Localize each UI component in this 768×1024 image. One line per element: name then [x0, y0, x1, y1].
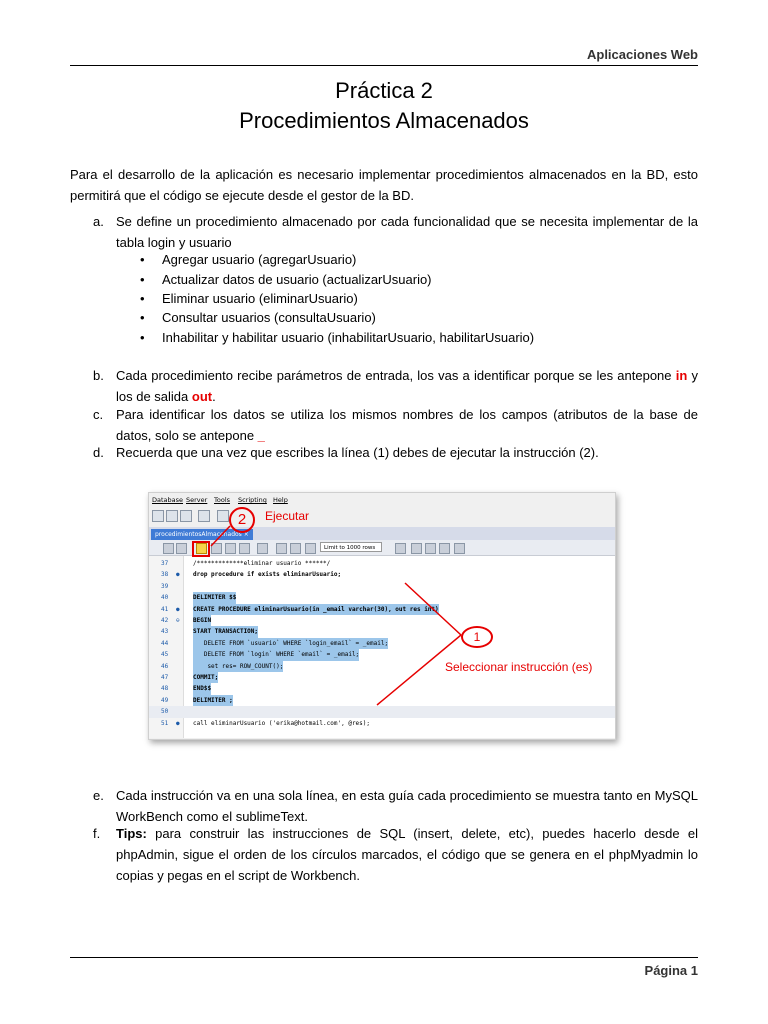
item-text: Cada procedimiento recibe parámetros de entrada, los vas a identificar porque se les antepone in y los de salida out.: [116, 368, 698, 404]
workbench-screenshot: [148, 492, 616, 740]
list-item-b: [93, 365, 698, 407]
item-label: c.: [93, 407, 104, 422]
bullet-item: • Consultar usuarios (consultaUsuario): [140, 310, 376, 325]
list-item-d: [93, 442, 698, 463]
code-line: 38 ● drop procedure if exists eliminarUsuario;: [161, 571, 342, 579]
bullet-item: • Eliminar usuario (eliminarUsuario): [140, 291, 358, 306]
list-item-c: [93, 404, 698, 446]
page-subtitle: Procedimientos Almacenados: [239, 108, 529, 133]
item-label: e.: [93, 788, 104, 803]
item-text: Recuerda que una vez que escribes la línea (1) debes de ejecutar la instrucción (2).: [116, 445, 599, 460]
item-text: Para identificar los datos se utiliza los mismos nombres de los campos (atributos de la base de datos, solo se antepone _: [116, 407, 698, 443]
select-annotation: Seleccionar instrucción (es): [445, 660, 593, 674]
code-line: 41 ● CREATE PROCEDURE eliminarUsuario(in _email varchar(30), out res int): [149, 604, 615, 615]
step-1-circle: 1: [461, 626, 493, 648]
bullet-icon: •: [140, 330, 145, 345]
list-item-e: [93, 785, 698, 827]
menu-server[interactable]: Server: [186, 496, 208, 504]
intro-paragraph: Para el desarrollo de la aplicación es necesario implementar procedimientos almacenados en la BD, esto permitirá que el código se ejecute desde el gestor de la BD.: [70, 167, 698, 203]
item-label: b.: [93, 368, 104, 383]
limit-rows-select[interactable]: Limit to 1000 rows: [320, 542, 382, 552]
execute-annotation: Ejecutar: [265, 509, 310, 523]
item-label: d.: [93, 445, 104, 460]
item-text: Cada instrucción va en una sola línea, en esta guía cada procedimiento se muestra tanto en MySQL WorkBench como el sublimeText.: [116, 788, 698, 824]
header-rule: [70, 65, 698, 66]
code-line: 50: [149, 706, 615, 717]
page-title: Práctica 2: [335, 78, 433, 103]
menu-tools[interactable]: Tools: [214, 496, 231, 504]
item-text: Se define un procedimiento almacenado por cada funcionalidad que se necesita implementar de la tabla login y usuario: [116, 214, 698, 250]
annotation-arrows: [149, 493, 615, 739]
code-line: 37 /*************eliminar usuario ******/: [161, 560, 331, 567]
bullet-icon: •: [140, 310, 145, 325]
menu-scripting[interactable]: Scripting: [238, 496, 267, 504]
footer-rule: [70, 957, 698, 958]
bullet-item: • Actualizar datos de usuario (actualizarUsuario): [140, 272, 432, 287]
code-line: 51 ● call eliminarUsuario ('erika@hotmail.com', @res);: [161, 719, 371, 727]
item-label: a.: [93, 214, 104, 229]
code-line: 49 DELIMITER ;: [149, 695, 615, 706]
code-line: 48 END$$: [149, 683, 615, 694]
code-line: 47 COMMIT;: [149, 672, 615, 683]
bullet-item: • Agregar usuario (agregarUsuario): [140, 252, 357, 267]
bullet-item: • Inhabilitar y habilitar usuario (inhabilitarUsuario, habilitarUsuario): [140, 330, 535, 345]
list-item-f: [93, 823, 698, 886]
item-label: f.: [93, 826, 101, 841]
menu-database[interactable]: Database: [152, 496, 184, 504]
tips-label: Tips:: [116, 826, 147, 841]
bullet-icon: •: [140, 272, 145, 287]
page-number: Página 1: [644, 963, 698, 978]
list-item-a: [93, 211, 698, 253]
bullet-icon: •: [140, 252, 145, 267]
code-line: 39: [161, 582, 169, 590]
code-line: 44 DELETE FROM `usuario` WHERE `login_email` = _email;: [149, 638, 615, 649]
item-text: Tips: para construir las instrucciones de SQL (insert, delete, etc), puedes hacerlo desde el phpAdmin, sigue el orden de los círculos marcados, el código que se genera en el phpMyadmin lo copias y pegas en el script de Workbench.: [116, 826, 698, 883]
step-2-circle: 2: [229, 507, 255, 533]
in-keyword: in: [675, 368, 688, 383]
out-keyword: out: [191, 389, 213, 404]
code-line: 40 DELIMITER $$: [149, 592, 615, 603]
code-line: 45 DELETE FROM `login` WHERE `email` = _email;: [149, 649, 615, 660]
code-line: 42 ⊖ BEGIN: [149, 615, 615, 626]
menu-help[interactable]: Help: [273, 496, 288, 504]
underscore-prefix: _: [257, 428, 265, 443]
tab-procedimientos[interactable]: procedimientosAlmacenados ×: [151, 529, 253, 540]
code-line: 43 START TRANSACTION;: [149, 626, 615, 637]
running-header: Aplicaciones Web: [586, 47, 698, 62]
code-line: 46 set res= ROW_COUNT();: [149, 661, 615, 672]
bullet-icon: •: [140, 291, 145, 306]
close-tab-icon[interactable]: ×: [243, 531, 249, 538]
